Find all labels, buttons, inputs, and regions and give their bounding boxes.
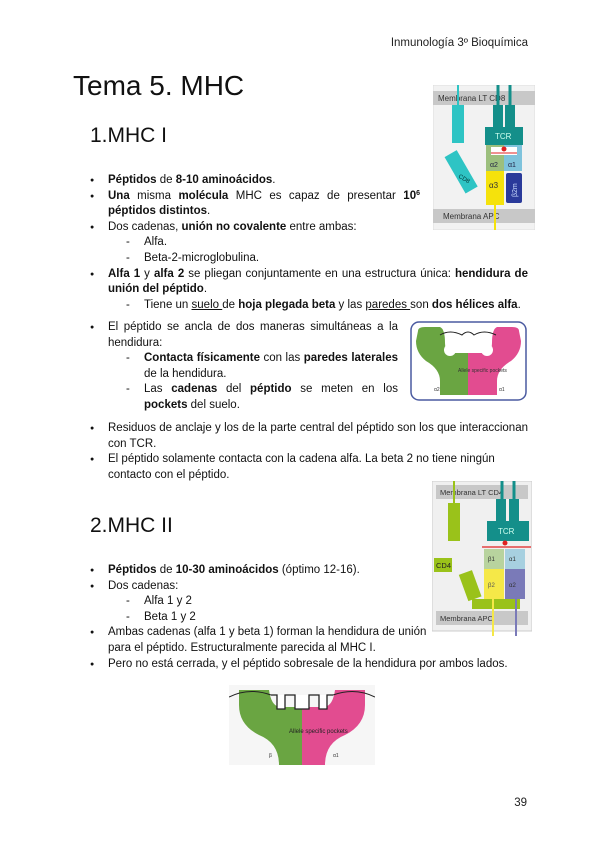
text: . <box>207 205 211 218</box>
cd4-label: CD4 <box>436 561 452 570</box>
allele-pockets-label: Allele specific pockets <box>458 368 507 374</box>
page-title: Tema 5. MHC <box>73 70 245 101</box>
text: . <box>517 298 521 311</box>
alpha2-label: α2 <box>490 162 498 169</box>
page-number: 39 <box>514 797 527 809</box>
alpha1-label: α1 <box>508 162 516 169</box>
list-item: ● Pero no está cerrada, y el péptido sobresale de la hendidura por ambos lados. <box>90 657 530 673</box>
text: de <box>156 174 176 186</box>
sub-list-item: - Beta-2-microglobulina. <box>126 251 528 267</box>
bold-text: Péptidos <box>108 564 157 576</box>
bold-text: hendidura de unión del péptido <box>108 267 528 296</box>
beta1-label: β1 <box>488 557 495 563</box>
bold-text: Contacta físicamente <box>144 352 260 365</box>
bold-text: alfa 2 <box>153 267 185 280</box>
membrane-apc-label: Membrana APC <box>443 212 500 221</box>
text: Tiene un <box>144 298 192 311</box>
mhc-ii-groove-diagram <box>229 685 375 765</box>
text: del suelo. <box>187 398 240 411</box>
list-item: ● Residuos de anclaje y los de la parte central del péptido son los que interaccionan con TCR. <box>90 421 528 452</box>
underlined-text: suelo <box>191 298 223 311</box>
text: se pliegan conjuntamente en una estructura única: <box>184 267 455 280</box>
bold-text: hoja plegada beta <box>238 298 336 311</box>
bold-text: Una <box>108 189 130 202</box>
mhc-ii-tcr-diagram <box>432 481 532 636</box>
text: . <box>203 283 208 296</box>
sub-list-item: - Alfa 1 y 2 <box>126 594 530 610</box>
text: misma <box>129 189 179 202</box>
beta2-label: β2 <box>488 583 495 589</box>
beta2m-label: β2m <box>512 183 519 197</box>
text: de la hendidura. <box>144 367 227 380</box>
text: El péptido se ancla de dos maneras simultáneas a la hendidura: <box>108 321 398 349</box>
sub-list-item <box>126 382 398 413</box>
text: y <box>140 267 154 280</box>
bold-text: péptidos distintos <box>108 205 208 218</box>
bold-text: Péptidos <box>108 174 157 186</box>
cd8-label: CD8 <box>456 173 471 186</box>
bold-text: cadenas <box>171 383 218 396</box>
text: MHC es capaz de presentar <box>228 189 404 202</box>
bold-text: paredes laterales <box>303 352 398 365</box>
list-item <box>90 189 420 220</box>
membrane-lt-cd4-label: Membrana LT CD4 <box>440 488 504 497</box>
mhc-i-list-c <box>90 421 528 483</box>
text: se meten en los <box>291 383 398 396</box>
underlined-text: paredes <box>365 298 411 311</box>
bold-text: dos hélices alfa <box>431 298 518 311</box>
bold-text: unión no covalente <box>181 220 287 233</box>
alpha2-label: α2 <box>509 583 516 589</box>
alpha1-label: α1 <box>509 557 516 563</box>
bold-text: molécula <box>178 189 229 202</box>
list-item: ● El péptido solamente contacta con la cadena alfa. La beta 2 no tiene ningún contacto con el péptido. <box>90 452 528 483</box>
text: Dos cadenas: <box>108 579 179 592</box>
list-item <box>90 173 420 189</box>
text: con las <box>259 352 304 365</box>
text: . <box>272 174 276 186</box>
text: de <box>156 564 176 576</box>
text: y las <box>335 298 366 311</box>
alpha2-label: α2 <box>434 387 440 393</box>
bold-text: 10 <box>403 189 417 202</box>
running-header: Inmunología 3º Bioquímica <box>390 37 528 49</box>
bold-text: péptido <box>250 383 292 396</box>
tcr-label: TCR <box>495 132 512 141</box>
text: (óptimo 12-16). <box>278 564 360 576</box>
mhc-i-groove-diagram <box>410 321 527 401</box>
section-heading-mhc-ii: 2.MHC II <box>90 514 173 537</box>
superscript: 6 <box>416 189 420 197</box>
tcr-label: TCR <box>498 527 515 536</box>
sub-list-item: - Alfa. <box>126 235 528 251</box>
list-item <box>90 267 528 314</box>
mhc-i-tcr-diagram <box>433 85 535 230</box>
list-item <box>90 320 398 414</box>
text: del <box>217 383 251 396</box>
alpha1-label: α1 <box>499 387 505 393</box>
text: son <box>410 298 432 311</box>
sub-list-item <box>126 298 528 314</box>
membrane-lt-cd8-label: Membrana LT CD8 <box>438 94 506 103</box>
sub-list-item <box>126 351 398 382</box>
alpha1-label: α1 <box>333 753 339 759</box>
membrane-apc-label: Membrana APC <box>440 614 493 623</box>
text: de <box>222 298 239 311</box>
beta-label: β <box>269 753 272 759</box>
bold-text: Alfa 1 <box>108 267 141 280</box>
text: entre ambas: <box>286 220 357 233</box>
text: Las <box>144 383 172 396</box>
alpha3-label: α3 <box>489 181 499 190</box>
bold-text: 10-30 aminoácidos <box>175 564 279 576</box>
text: Dos cadenas, <box>108 220 182 233</box>
bold-text: 8-10 aminoácidos <box>175 174 273 186</box>
bold-text: pockets <box>144 398 188 411</box>
sub-list-item: - Beta 1 y 2 <box>126 610 530 626</box>
allele-pockets-label: Allele specific pockets <box>289 729 348 735</box>
section-heading-mhc-i: 1.MHC I <box>90 124 168 147</box>
mhc-i-list-b <box>90 320 398 414</box>
list-item: ● Ambas cadenas (alfa 1 y beta 1) forman la hendidura de unión para el péptido. Estructuralmente parecida al MHC I. <box>90 625 428 656</box>
